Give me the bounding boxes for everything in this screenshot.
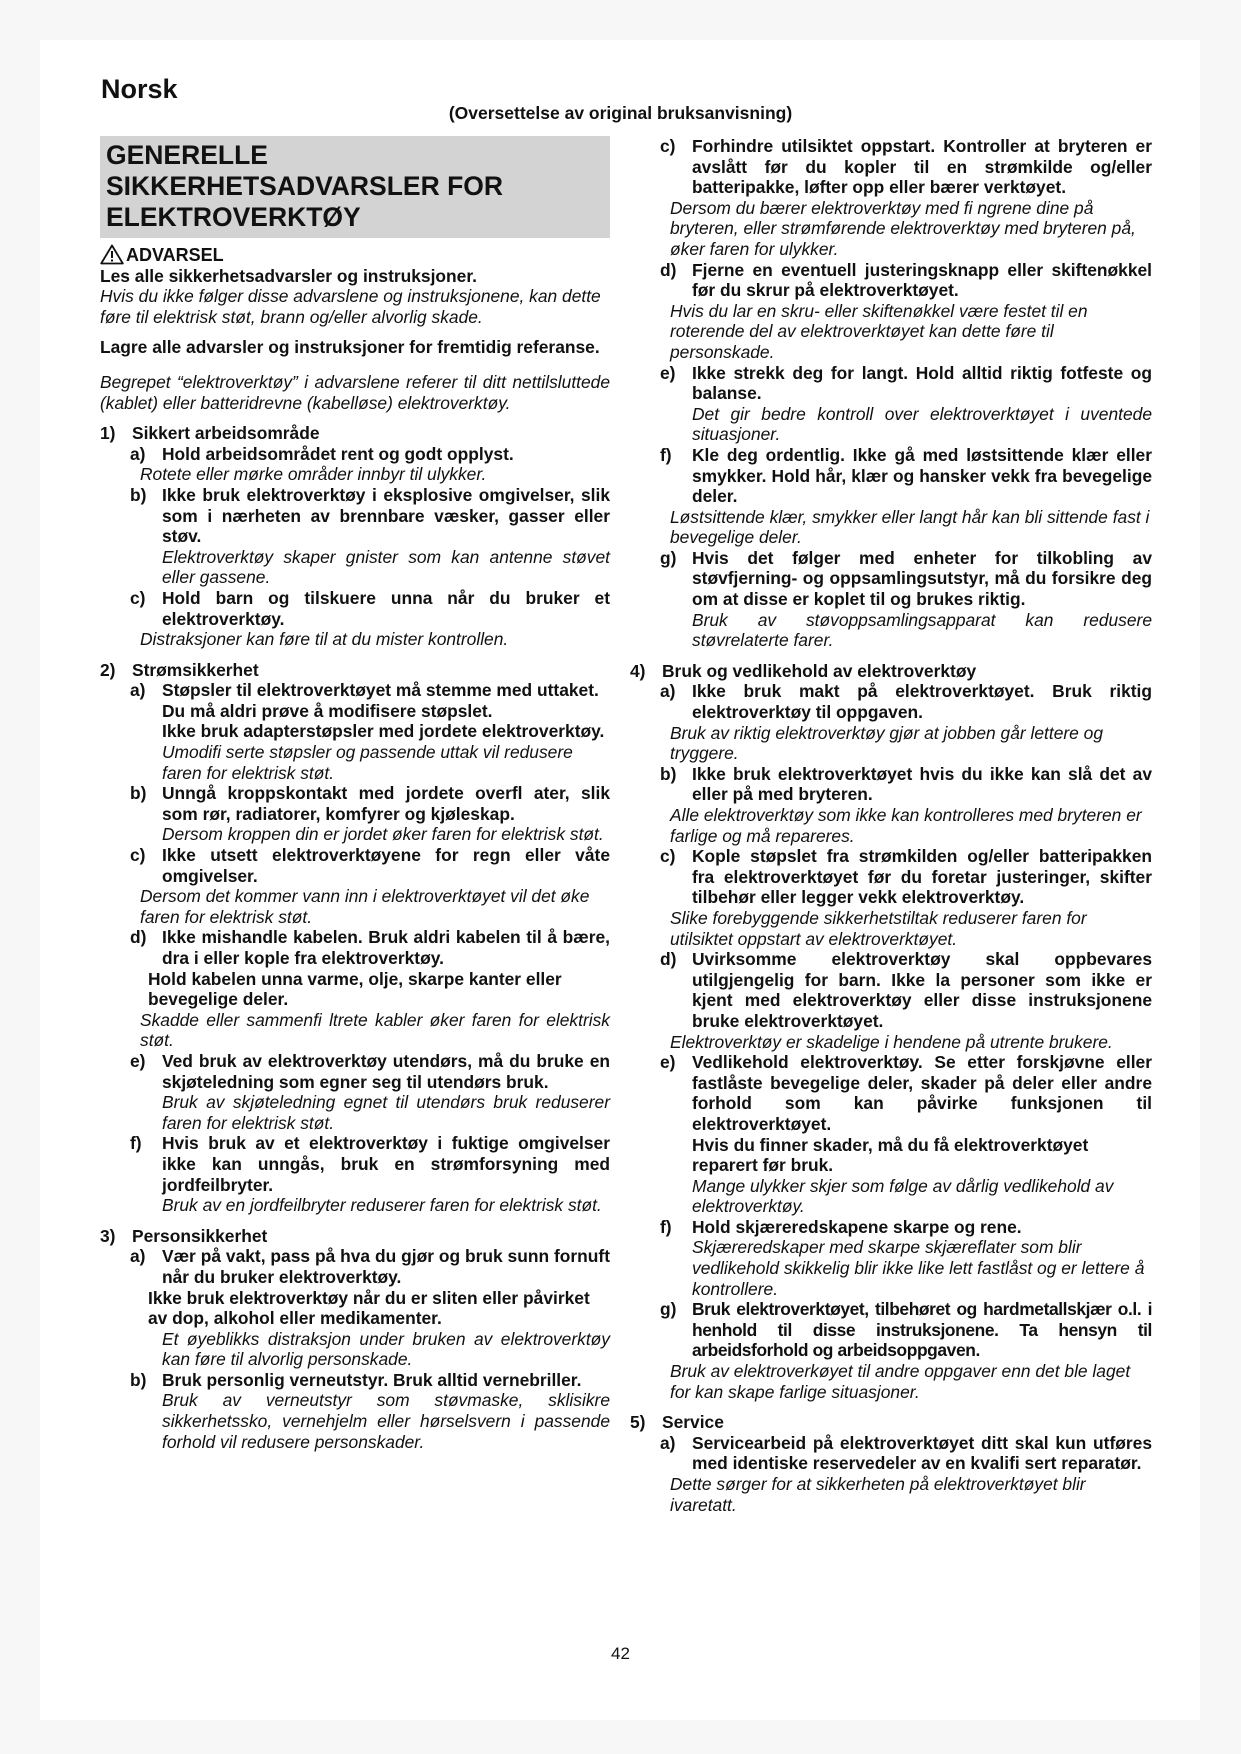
text-span: 2): [100, 659, 116, 680]
text-span: e): [660, 362, 676, 383]
item-note: Alle elektroverktøy som ikke kan kontrolleres med bryteren er farlige og må repareres.: [670, 805, 1142, 846]
page-number: 42: [611, 1644, 630, 1663]
list-item: [660, 846, 1152, 908]
text-span: f): [660, 444, 672, 465]
text-span: e): [130, 1050, 146, 1071]
section-title: GENERELLE SIKKERHETSADVARSLER FOR ELEKTROVERKTØY: [100, 136, 610, 238]
list-item: [130, 1246, 610, 1287]
text-span: Ikke strekk deg for langt. Hold alltid riktig fotfeste og balanse.: [692, 362, 1152, 404]
text-span: b): [660, 763, 677, 784]
text-span: Unngå kroppskontakt med jordete overfl ater, slik som rør, radiatorer, komfyrer og kjøleskap.: [162, 783, 610, 824]
list-item: [130, 588, 610, 629]
list-item: [660, 1299, 1152, 1361]
text-span: Hold skjæreredskapene skarpe og rene.: [692, 1216, 1022, 1237]
text-span: Hvis det følger med enheter for tilkobling av støvfjerning- og oppsamlingsutstyr, må du forsikre deg om at disse er koplet til og brukes riktig.: [692, 547, 1152, 610]
item-note: Rotete eller mørke områder innbyr til ulykker.: [140, 464, 487, 485]
item-note: Elektroverktøy skaper gnister som kan antenne støvet eller gassene.: [162, 546, 610, 588]
item-note: Dersom det kommer vann inn i elektroverktøyet vil det øke faren for elektrisk støt.: [140, 886, 590, 927]
item-note: Umodifi serte støpsler og passende uttak vil redusere faren for elektrisk støt.: [162, 742, 573, 783]
item-note: Et øyeblikks distraksjon under bruken av elektroverktøy kan føre til alvorlig personskade.: [162, 1328, 610, 1370]
list-item: [130, 1051, 610, 1092]
text-span: Ikke bruk makt på elektroverktøyet. Bruk riktig elektroverktøy til oppgaven.: [692, 681, 1152, 723]
text-span: e): [660, 1052, 676, 1073]
text-span: c): [130, 845, 146, 866]
text-span: Forhindre utilsiktet oppstart. Kontroller at bryteren er avslått før du kopler til en strømkilde og/eller batteripakke, løfter opp eller bærer verktøyet.: [692, 136, 1152, 198]
text-span: Bruk elektroverktøyet, tilbehøret og hardmetallskjær o.l. i henhold til disse instruksjonene. Ta hensyn til arbeidsforhold og arbeidsoppgaven.: [692, 1299, 1152, 1361]
list-item: [660, 949, 1152, 1031]
text-span: Ved bruk av elektroverktøy utendørs, må du bruke en skjøteledning som egner seg til utendørs bruk.: [162, 1050, 610, 1092]
section-4-heading: [630, 661, 1152, 682]
list-item: [660, 1217, 1152, 1238]
text-span: Vær på vakt, pass på hva du gjør og bruk sunn fornuft når du bruker elektroverktøy.: [162, 1246, 610, 1287]
item-bold-line: Hold kabelen unna varme, olje, skarpe kanter eller bevegelige deler.: [148, 968, 562, 1010]
text-span: Hold barn og tilskuere unna når du bruker et elektroverktøy.: [162, 587, 610, 629]
warning-triangle-icon: [100, 244, 124, 265]
text-span: f): [660, 1216, 672, 1237]
text-span: 5): [630, 1412, 646, 1433]
text-span: Strømsikkerhet: [132, 659, 259, 680]
list-item: [660, 1433, 1152, 1474]
text-span: Hvis bruk av et elektroverktøy i fuktige omgivelser ikke kan unngås, bruk en strømforsyning med jordfeilbryter.: [162, 1133, 610, 1195]
item-note: Bruk av elektroverkøyet til andre oppgaver enn det ble laget for kan skape farlige situasjoner.: [670, 1361, 1131, 1402]
warning-consequence: Hvis du ikke følger disse advarslene og instruksjonene, kan dette føre til elektrisk støt, brann og/eller alvorlig skade.: [100, 286, 601, 327]
list-item: [660, 445, 1152, 507]
text-span: Kle deg ordentlig. Ikke gå med løstsittende klær eller smykker. Hold hår, klær og hansker vekk fra bevegelige deler.: [692, 444, 1152, 507]
text-span: a): [130, 680, 146, 701]
list-item: [130, 444, 610, 465]
text-span: Sikkert arbeidsområde: [132, 423, 320, 444]
text-span: Hold arbeidsområdet rent og godt opplyst.: [162, 443, 514, 464]
item-bold-line: Ikke bruk adapterstøpsler med jordete elektroverktøy.: [162, 721, 605, 742]
item-note: Løstsittende klær, smykker eller langt hår kan bli sittende fast i bevegelige deler.: [670, 506, 1150, 548]
text-span: b): [130, 783, 147, 804]
list-item: [130, 485, 610, 547]
text-span: Ikke utsett elektroverktøyene for regn eller våte omgivelser.: [162, 845, 610, 886]
list-item: [130, 1370, 610, 1391]
text-span: Uvirksomme elektroverktøy skal oppbevares utilgjengelig for barn. Ikke la personer som ikke er kjent med elektroverktøy eller disse instruksjonene bruke elektroverktøyet.: [692, 949, 1152, 1031]
list-item: [130, 845, 610, 886]
item-note: Bruk av en jordfeilbryter reduserer faren for elektrisk støt.: [162, 1195, 602, 1216]
item-note: Slike forebyggende sikkerhetstiltak reduserer faren for utilsiktet oppstart av elektroverktøyet.: [670, 907, 1087, 949]
item-note: Dersom du bærer elektroverktøy med fi ngrene dine på bryteren, eller strømførende elektroverktøy med bryteren på, øker faren for ulykker.: [670, 197, 1136, 259]
section-5-heading: [630, 1412, 1152, 1433]
text-span: a): [660, 1432, 676, 1453]
section-2-heading: [100, 660, 610, 681]
item-bold-line: Du må aldri prøve å modifisere støpslet.: [162, 700, 493, 721]
text-span: a): [660, 681, 676, 702]
list-item: [660, 363, 1152, 404]
list-item: [130, 680, 610, 701]
text-span: Ikke bruk elektroverktøy i eksplosive omgivelser, slik som i nærheten av brennbare væsker, gasser eller støv.: [162, 484, 610, 547]
text-span: Bruk og vedlikehold av elektroverktøy: [662, 660, 977, 681]
text-span: c): [130, 587, 146, 608]
text-span: Fjerne en eventuell justeringsknapp eller skiftenøkkel før du skrur på elektroverktøyet.: [692, 259, 1152, 301]
list-item: [660, 1052, 1152, 1134]
text-span: Vedlikehold elektroverktøy. Se etter forskjøvne eller fastlåste bevegelige deler, skader på deler eller andre forhold som kan påvirke funksjonen til elektroverktøyet.: [692, 1052, 1152, 1134]
item-note: Distraksjoner kan føre til at du mister kontrollen.: [140, 629, 509, 650]
text-span: Kople støpslet fra strømkilden og/eller batteripakken fra elektroverktøyet før du foretar justeringer, skifter tilbehør eller legger vekk elektroverktøy.: [692, 846, 1152, 908]
list-item: [660, 136, 1152, 198]
text-span: Ikke bruk elektroverktøyet hvis du ikke kan slå det av eller på med bryteren.: [692, 763, 1152, 805]
list-item: [660, 681, 1152, 722]
language-heading: Norsk: [101, 74, 178, 104]
text-span: d): [660, 259, 677, 280]
item-note: Hvis du lar en skru- eller skiftenøkkel være festet til en roterende del av elektroverktøyet kan dette føre til personskade.: [670, 300, 1088, 362]
item-note: Skjæreredskaper med skarpe skjæreflater som blir vedlikehold skikkelig blir ikke like lett fastlåst og er lettere å kontrollere.: [692, 1237, 1145, 1299]
text-span: a): [130, 1246, 146, 1267]
right-column: [630, 136, 1152, 1515]
text-span: d): [660, 949, 677, 970]
list-item: [130, 1133, 610, 1195]
list-item: [660, 548, 1152, 610]
text-span: Ikke mishandle kabelen. Bruk aldri kabelen til å bære, dra i eller kople fra elektroverktøy.: [162, 927, 610, 968]
text-span: 4): [630, 660, 646, 681]
section-1-heading: [100, 423, 610, 444]
warning-label: ADVARSEL: [126, 245, 224, 265]
item-note: Dette sørger for at sikkerheten på elektroverktøyet blir ivaretatt.: [670, 1474, 1086, 1515]
item-note: Bruk av støvoppsamlingsapparat kan redusere støvrelaterte farer.: [692, 609, 1152, 651]
section-3-heading: [100, 1226, 610, 1247]
item-note: Dersom kroppen din er jordet øker faren for elektrisk støt.: [162, 824, 604, 845]
text-span: d): [130, 927, 147, 948]
text-span: b): [130, 1369, 147, 1390]
text-span: 3): [100, 1225, 116, 1246]
warning-keep: Lagre alle advarsler og instruksjoner for fremtidig referanse.: [100, 337, 600, 358]
text-span: Service: [662, 1412, 724, 1433]
list-item: [130, 783, 610, 824]
item-note: Bruk av verneutstyr som støvmaske, sklisikre sikkerhetssko, vernehjelm eller hørselsvern i passende forhold vil redusere personskader.: [162, 1390, 610, 1452]
text-span: 1): [100, 423, 116, 444]
item-note: Bruk av riktig elektroverktøy gjør at jobben går lettere og tryggere.: [670, 722, 1104, 764]
item-bold-line: Ikke bruk elektroverktøy når du er sliten eller påvirket av dop, alkohol eller medikamenter.: [148, 1287, 590, 1329]
text-span: Støpsler til elektroverktøyet må stemme med uttaket.: [162, 680, 599, 701]
translation-note: (Oversettelse av original bruksanvisning): [448, 103, 793, 123]
left-column: [100, 136, 610, 1452]
text-span: Servicearbeid på elektroverktøyet ditt skal kun utføres med identiske reservedeler av en kvalifi sert reparatør.: [692, 1432, 1152, 1474]
text-span: a): [130, 443, 146, 464]
item-note: Bruk av skjøteledning egnet til utendørs bruk reduserer faren for elektrisk støt.: [162, 1092, 610, 1133]
text-span: Bruk personlig verneutstyr. Bruk alltid vernebriller.: [162, 1369, 582, 1390]
item-note: Elektroverktøy er skadelige i hendene på utrente brukere.: [670, 1031, 1113, 1052]
item-note: Mange ulykker skjer som følge av dårlig vedlikehold av elektroverktøy.: [692, 1175, 1114, 1217]
warning-heading: [100, 244, 610, 266]
text-span: g): [660, 547, 677, 568]
text-span: g): [660, 1299, 677, 1320]
item-note: Det gir bedre kontroll over elektroverktøyet i uventede situasjoner.: [692, 403, 1152, 445]
text-span: Personsikkerhet: [132, 1225, 268, 1246]
warning-term: Begrepet “elektroverktøy” i advarslene referer til ditt nettilsluttede (kablet) eller batteridrevne (kabelløse) elektroverktøy.: [100, 371, 610, 413]
list-item: [660, 764, 1152, 805]
item-note: Skadde eller sammenfi ltrete kabler øker faren for elektrisk støt.: [140, 1009, 610, 1051]
item-bold-line: Hvis du finner skader, må du få elektroverktøyet reparert før bruk.: [692, 1134, 1089, 1176]
text-span: f): [130, 1133, 142, 1154]
list-item: [130, 927, 610, 968]
text-span: c): [660, 136, 676, 156]
warning-read-all: Les alle sikkerhetsadvarsler og instruksjoner.: [100, 265, 477, 286]
text-span: b): [130, 484, 147, 505]
text-span: c): [660, 846, 676, 867]
list-item: [660, 260, 1152, 301]
